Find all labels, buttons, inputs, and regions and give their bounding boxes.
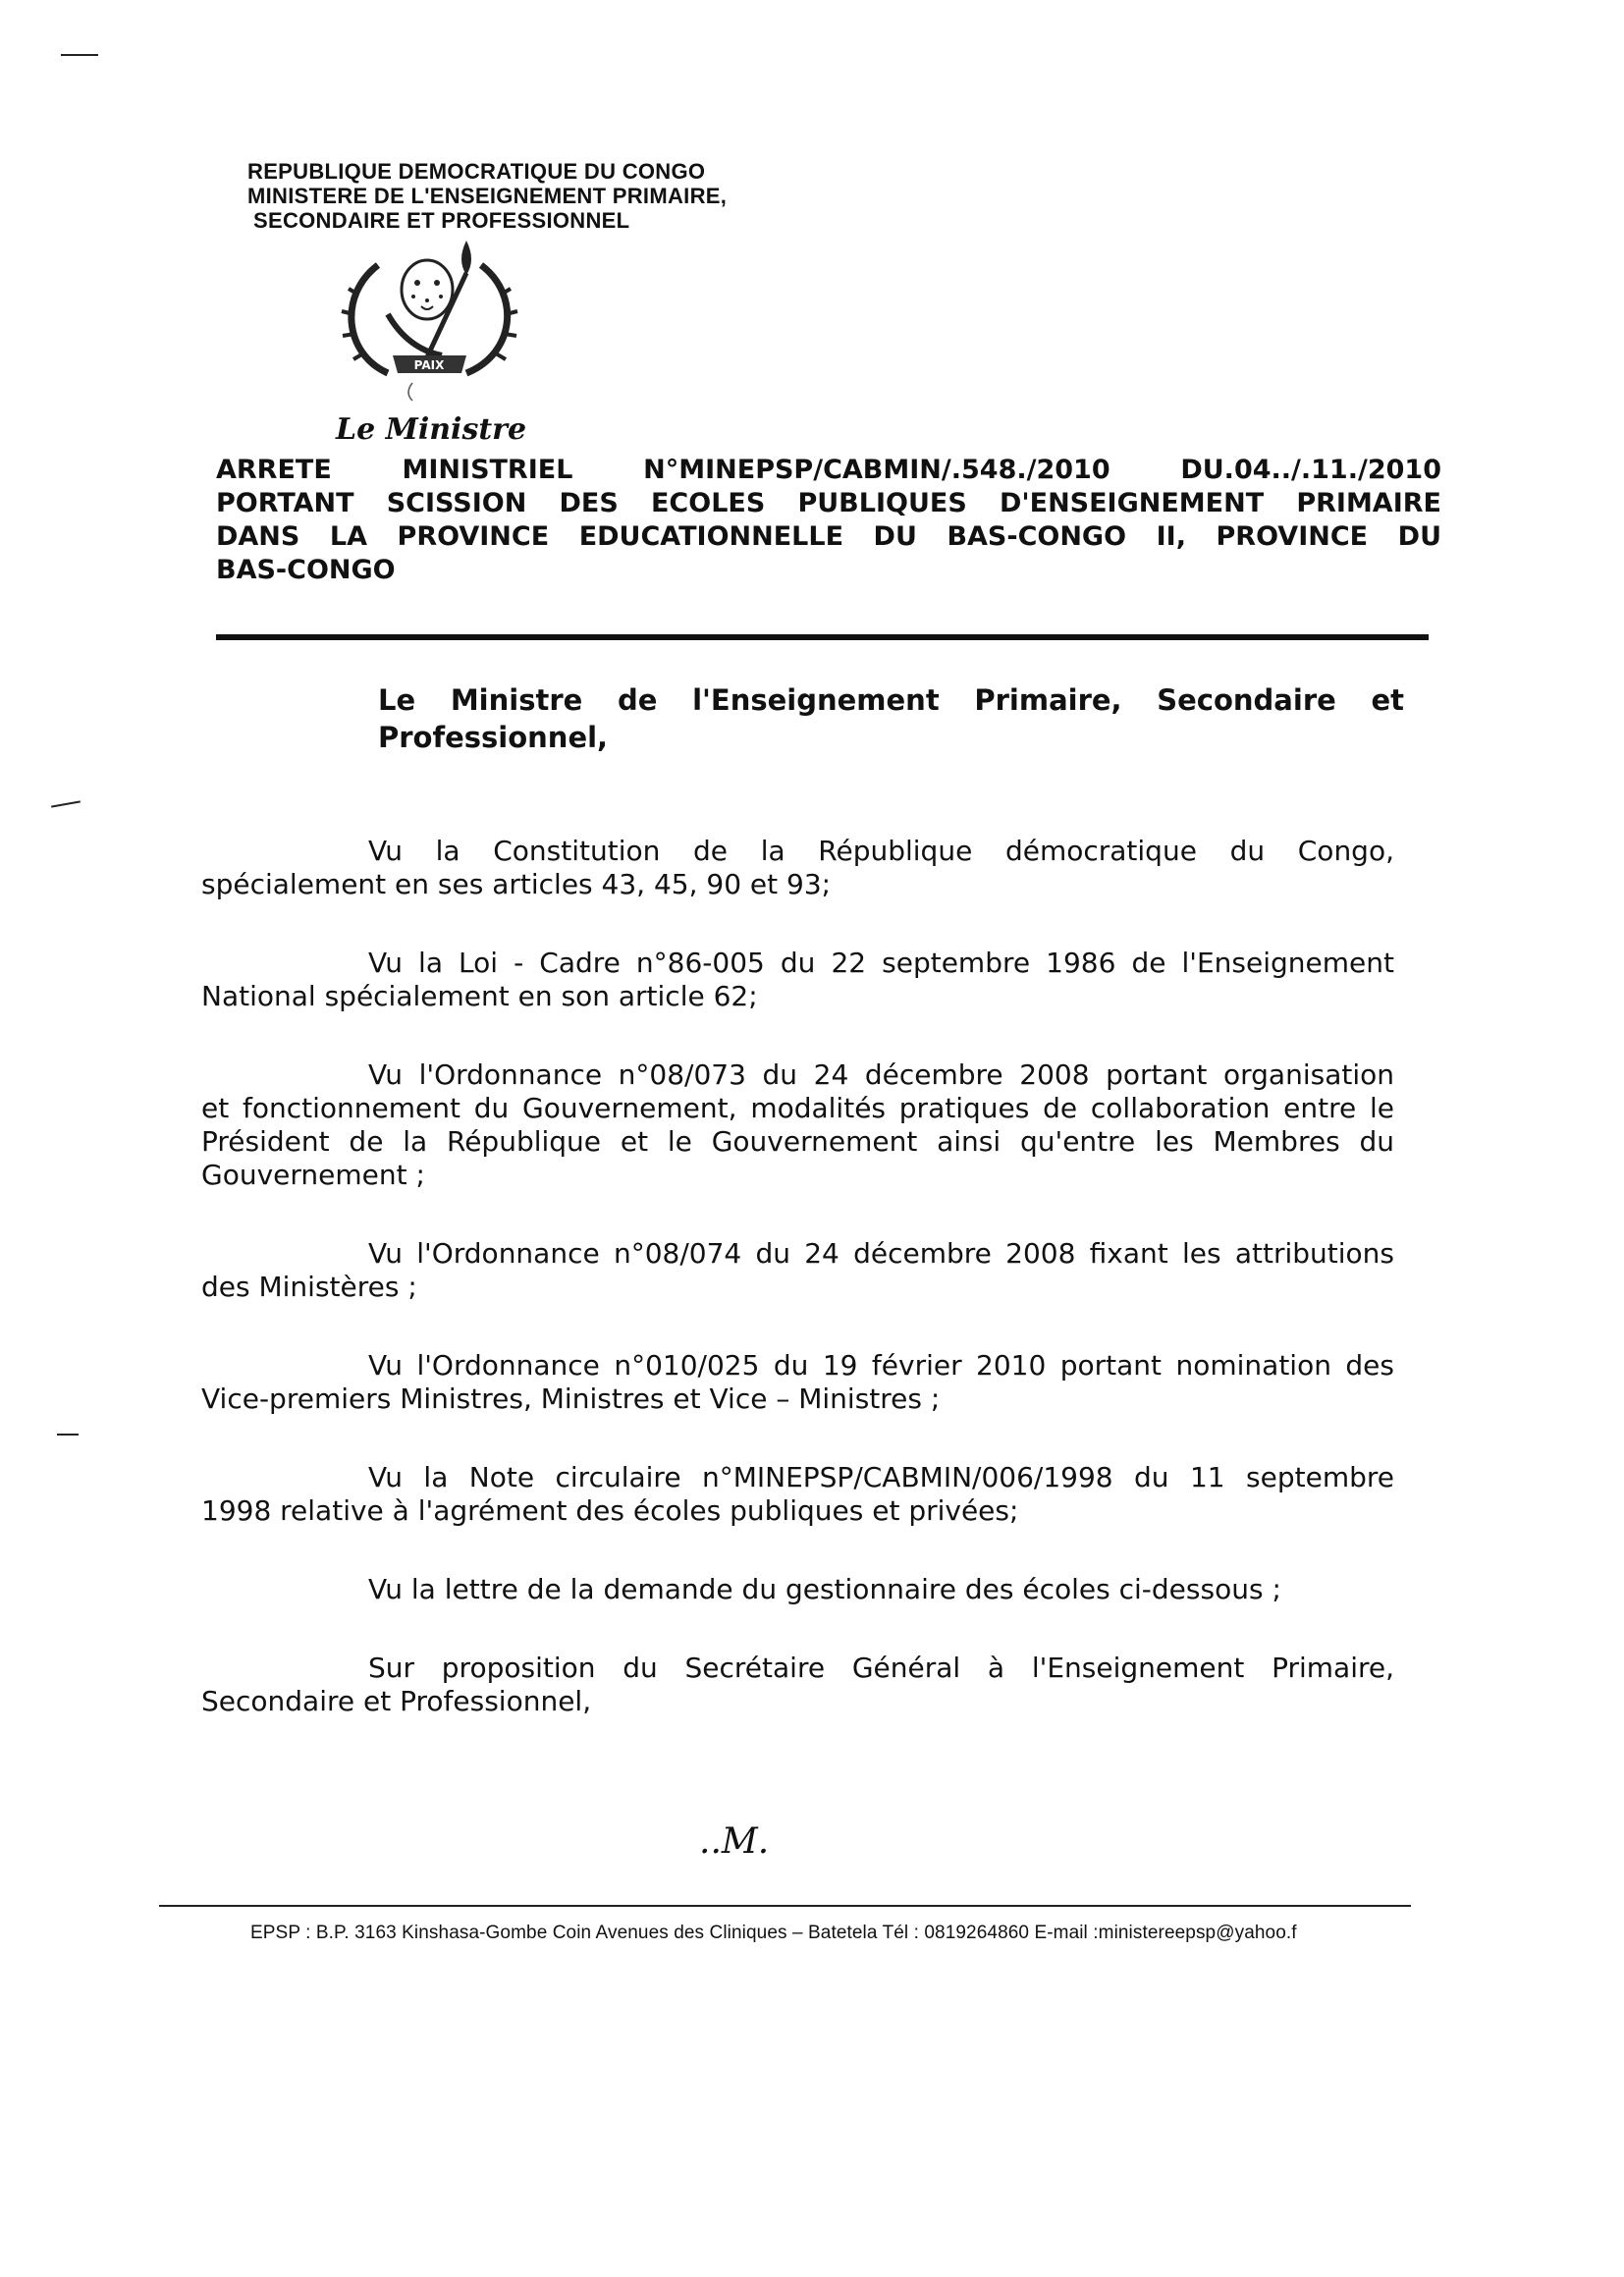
letterhead-country: REPUBLIQUE DEMOCRATIQUE DU CONGO: [247, 159, 706, 184]
page-initials: ..M.: [699, 1821, 770, 1862]
consideration: [201, 1461, 1394, 1528]
consideration-rest: 1998 relative à l'agrément des écoles publiques et privées;: [201, 1494, 1019, 1527]
consideration: [201, 1652, 1394, 1718]
decree-number: ARRETE MINISTRIEL N°MINEPSP/CABMIN/.548./2010 DU.04../.11./2010: [216, 455, 1441, 485]
letterhead-ministry-cont: SECONDAIRE ET PROFESSIONNEL: [253, 208, 630, 233]
footer-address: EPSP : B.P. 3163 Kinshasa-Gombe Coin Avenues des Cliniques – Batetela Tél : 0819264860 E-mail :ministereepsp@yahoo.f: [250, 1923, 1297, 1943]
consideration: [201, 947, 1394, 1013]
consideration-rest: National spécialement en son article 62;: [201, 980, 758, 1012]
consideration-first-line: Vu la lettre de la demande du gestionnaire des écoles ci-dessous ;: [368, 1573, 1281, 1605]
seal-motto: PAIX: [413, 358, 445, 372]
consideration-first-line: Sur proposition du Secrétaire Général à l'Enseignement Primaire,: [368, 1652, 1394, 1684]
consideration-rest: spécialement en ses articles 43, 45, 90 et 93;: [201, 868, 832, 900]
considerations: [201, 835, 1394, 1718]
scan-mark: [51, 800, 81, 807]
decree-subject-line: PORTANT SCISSION DES ECOLES PUBLIQUES D'ENSEIGNEMENT PRIMAIRE: [216, 488, 1441, 518]
consideration-rest: et fonctionnement du Gouvernement, modalités pratiques de collaboration entre le Président de la République et le Gouvernement ainsi qu'entre les Membres du Gouvernement ;: [201, 1092, 1394, 1191]
addressee: [378, 681, 1404, 756]
decree-title: [216, 454, 1441, 587]
letterhead-ministry: MINISTERE DE L'ENSEIGNEMENT PRIMAIRE,: [247, 184, 728, 208]
coat-of-arms-icon: [319, 236, 535, 403]
consideration: [201, 835, 1394, 901]
consideration: [201, 1349, 1394, 1416]
footer-divider: [159, 1905, 1411, 1907]
consideration: [201, 1573, 1394, 1606]
title-divider: [216, 634, 1429, 640]
consideration-first-line: Vu la Loi - Cadre n°86-005 du 22 septembre 1986 de l'Enseignement: [368, 947, 1394, 979]
letterhead: [247, 159, 727, 233]
consideration-first-line: Vu la Note circulaire n°MINEPSP/CABMIN/006/1998 du 11 septembre: [368, 1461, 1394, 1493]
decree-subject-line: DANS LA PROVINCE EDUCATIONNELLE DU BAS-CONGO II, PROVINCE DU: [216, 521, 1441, 552]
consideration-first-line: Vu la Constitution de la République démocratique du Congo,: [368, 835, 1394, 867]
consideration-first-line: Vu l'Ordonnance n°08/074 du 24 décembre 2008 fixant les attributions: [368, 1237, 1394, 1270]
scan-mark: [61, 54, 98, 56]
consideration-rest: des Ministères ;: [201, 1271, 417, 1303]
addressee-line: Le Ministre de l'Enseignement Primaire, Secondaire et: [378, 683, 1404, 717]
consideration-first-line: Vu l'Ordonnance n°08/073 du 24 décembre 2008 portant organisation: [368, 1058, 1394, 1091]
consideration-rest: Secondaire et Professionnel,: [201, 1685, 592, 1717]
consideration-rest: Vice-premiers Ministres, Ministres et Vice – Ministres ;: [201, 1382, 941, 1415]
decree-subject-line: BAS-CONGO: [216, 555, 396, 585]
consideration: [201, 1058, 1394, 1192]
consideration-first-line: Vu l'Ordonnance n°010/025 du 19 février 2010 portant nomination des: [368, 1349, 1394, 1382]
scan-mark: [57, 1434, 79, 1436]
consideration: [201, 1237, 1394, 1304]
minister-heading: Le Ministre: [336, 412, 527, 447]
addressee-line: Professionnel,: [378, 721, 609, 754]
